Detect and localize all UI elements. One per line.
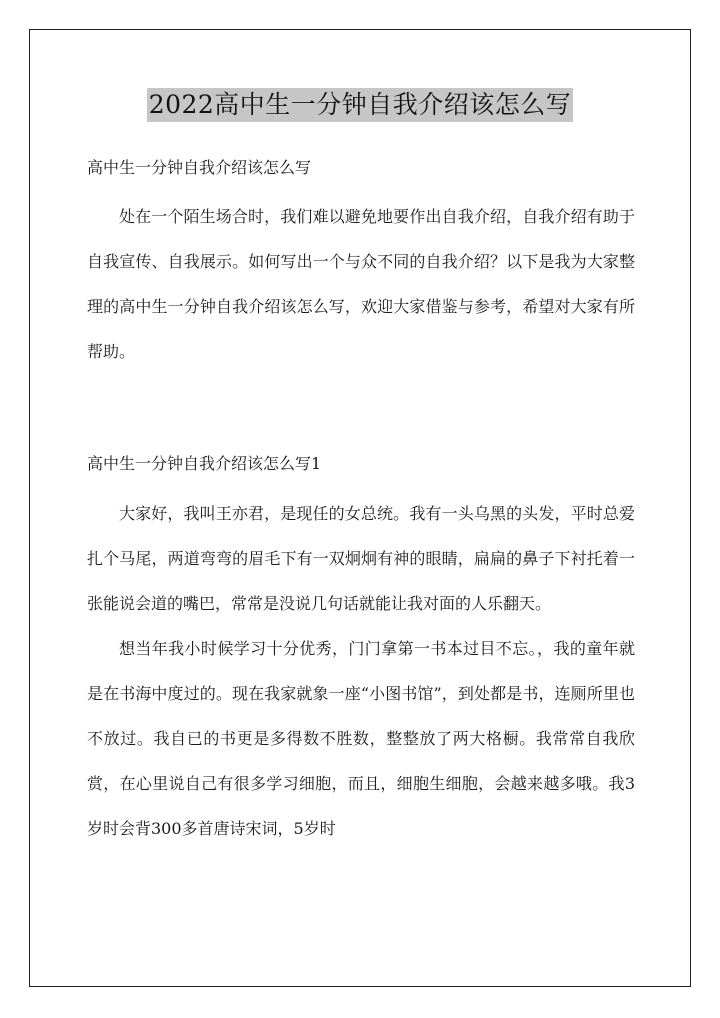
body-paragraph: 大家好，我叫王亦君，是现任的女总统。我有一头乌黑的头发，平时总爱扎个马尾，两道弯弯的眉毛下有一双炯炯有神的眼睛，扁扁的鼻子下衬托着一张能说会道的嘴巴，常常是没说几句话就能让我对面的人乐翻天。 <box>87 504 635 613</box>
title-container <box>0 88 720 122</box>
document-body <box>87 152 635 851</box>
section-spacer <box>87 374 635 448</box>
body-paragraph: 想当年我小时候学习十分优秀，门门拿第一书本过目不忘。，我的童年就是在书海中度过的。现在我家就象一座“小图书馆”，到处都是书，连厕所里也不放过。我自已的书更是多得数不胜数，整整放了两大格橱。我常常自我欣赏，在心里说自己有很多学习细胞，而且，细胞生细胞，会越来越多哦。我3岁时会背300多首唐诗宋词，5岁时 <box>87 639 635 838</box>
intro-paragraph: 处在一个陌生场合时，我们难以避免地要作出自我介绍，自我介绍有助于自我宣传、自我展示。如何写出一个与众不同的自我介绍？以下是我为大家整理的高中生一分钟自我介绍该怎么写，欢迎大家借鉴与参考，希望对大家有所帮助。 <box>87 207 635 361</box>
document-title: 2022高中生一分钟自我介绍该怎么写 <box>147 88 574 122</box>
section-heading: 高中生一分钟自我介绍该怎么写1 <box>87 454 322 473</box>
document-subtitle: 高中生一分钟自我介绍该怎么写 <box>87 158 312 177</box>
